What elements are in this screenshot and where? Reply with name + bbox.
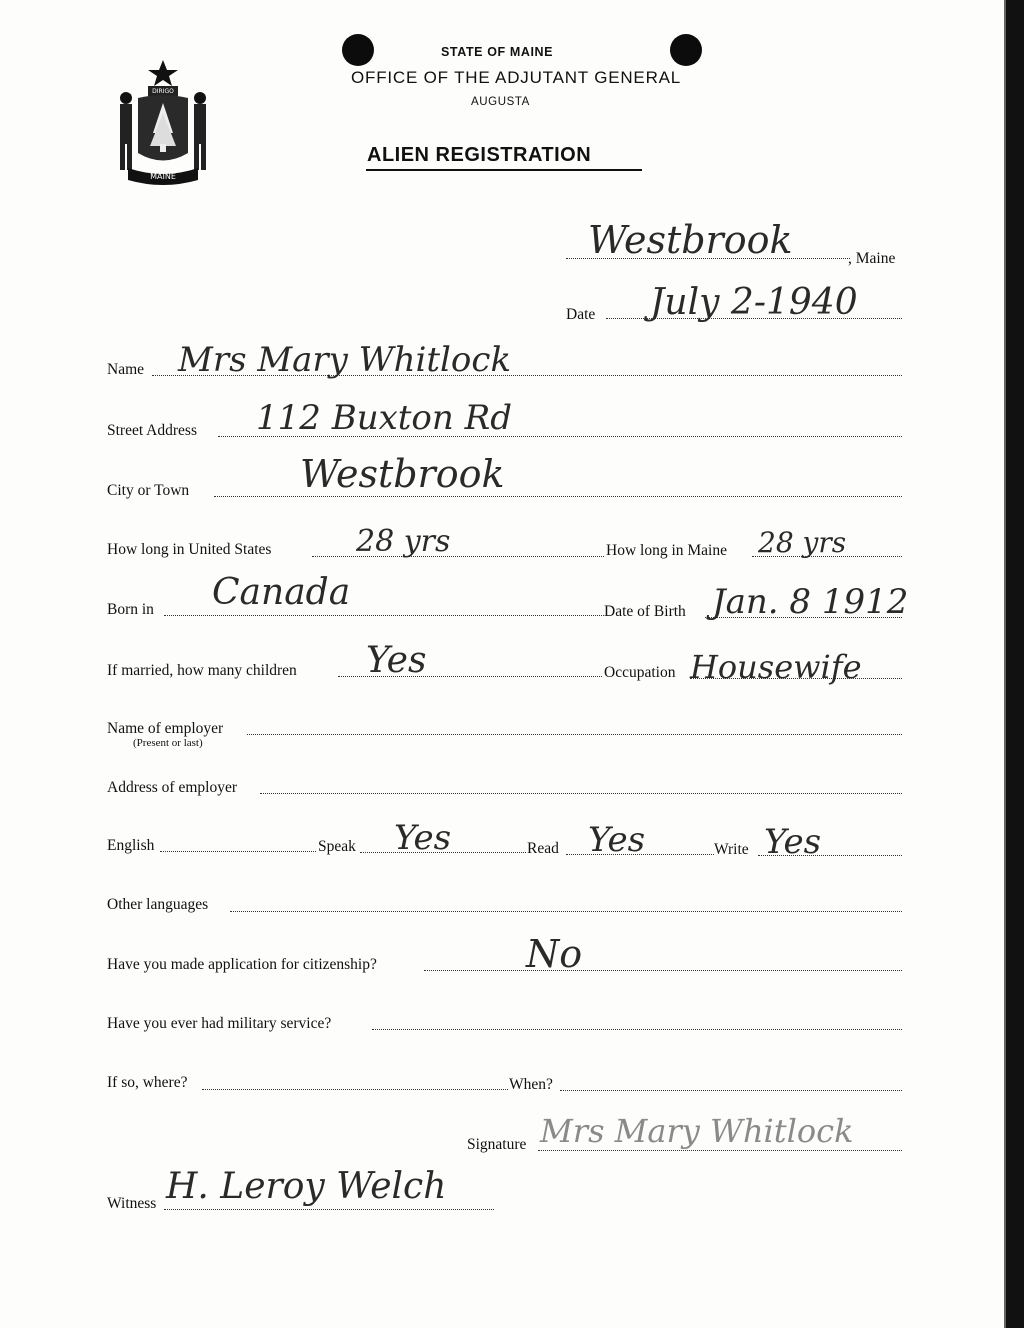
- witness-value: H. Leroy Welch: [166, 1166, 447, 1207]
- when-line: [560, 1090, 902, 1091]
- occupation-label: Occupation: [604, 664, 676, 681]
- signature-line: [538, 1150, 902, 1151]
- occupation-value: Housewife: [690, 648, 862, 686]
- citizenship-value: No: [526, 932, 583, 976]
- citizenship-label: Have you made application for citizenship?: [107, 956, 377, 973]
- employer-label: Name of employer: [107, 720, 224, 737]
- form-title: ALIEN REGISTRATION: [367, 144, 592, 166]
- dob-value: Jan. 8 1912: [712, 582, 909, 622]
- children-value: Yes: [366, 640, 427, 681]
- office-heading: OFFICE OF THE ADJUTANT GENERAL: [351, 68, 682, 87]
- maine-state-seal: [108, 58, 218, 186]
- name-value: Mrs Mary Whitlock: [178, 340, 512, 380]
- street-value: 112 Buxton Rd: [256, 398, 512, 438]
- english-label: English: [107, 837, 155, 854]
- seal-motto-text: DIRIGO: [152, 88, 174, 95]
- write-label: Write: [714, 841, 749, 858]
- how-long-maine-label: How long in Maine: [606, 542, 727, 559]
- employer-address-label: Address of employer: [107, 779, 237, 796]
- employer-address-line: [260, 793, 902, 794]
- scan-border: [1006, 0, 1024, 1328]
- born-in-value: Canada: [212, 572, 351, 613]
- place-value: Westbrook: [588, 218, 793, 262]
- where-label: If so, where?: [107, 1074, 188, 1091]
- speak-label: Speak: [318, 838, 356, 855]
- city-heading: AUGUSTA: [471, 96, 530, 108]
- born-in-label: Born in: [107, 601, 154, 618]
- other-languages-line: [230, 911, 902, 912]
- other-languages-label: Other languages: [107, 896, 209, 913]
- dob-label: Date of Birth: [604, 603, 686, 620]
- witness-label: Witness: [107, 1195, 157, 1212]
- state-heading: STATE OF MAINE: [441, 45, 554, 59]
- military-line: [372, 1029, 902, 1030]
- date-label: Date: [566, 306, 596, 323]
- citizenship-line: [424, 970, 902, 971]
- city-value: Westbrook: [300, 452, 505, 496]
- speak-value: Yes: [394, 818, 452, 858]
- date-value: July 2-1940: [650, 282, 858, 323]
- city-label: City or Town: [107, 482, 190, 499]
- title-underline: [366, 169, 642, 171]
- where-line: [202, 1089, 508, 1090]
- employer-sublabel: (Present or last): [133, 737, 203, 749]
- employer-line: [247, 734, 902, 735]
- read-value: Yes: [588, 820, 646, 860]
- street-label: Street Address: [107, 422, 197, 439]
- how-long-us-label: How long in United States: [107, 541, 272, 558]
- children-label: If married, how many children: [107, 662, 297, 679]
- how-long-us-value: 28 yrs: [356, 524, 451, 559]
- witness-line: [164, 1209, 494, 1210]
- signature-value: Mrs Mary Whitlock: [540, 1112, 854, 1150]
- city-line: [214, 496, 902, 497]
- write-value: Yes: [764, 822, 822, 862]
- seal-name-text: MAINE: [150, 172, 176, 181]
- signature-label: Signature: [467, 1136, 527, 1153]
- how-long-maine-value: 28 yrs: [758, 526, 847, 559]
- english-line: [160, 851, 316, 852]
- place-suffix: , Maine: [848, 250, 896, 267]
- born-in-line: [164, 615, 604, 616]
- when-label: When?: [509, 1076, 553, 1093]
- military-label: Have you ever had military service?: [107, 1015, 332, 1032]
- read-label: Read: [527, 840, 559, 857]
- punch-hole-right: [670, 34, 702, 66]
- name-label: Name: [107, 361, 145, 378]
- punch-hole-left: [342, 34, 374, 66]
